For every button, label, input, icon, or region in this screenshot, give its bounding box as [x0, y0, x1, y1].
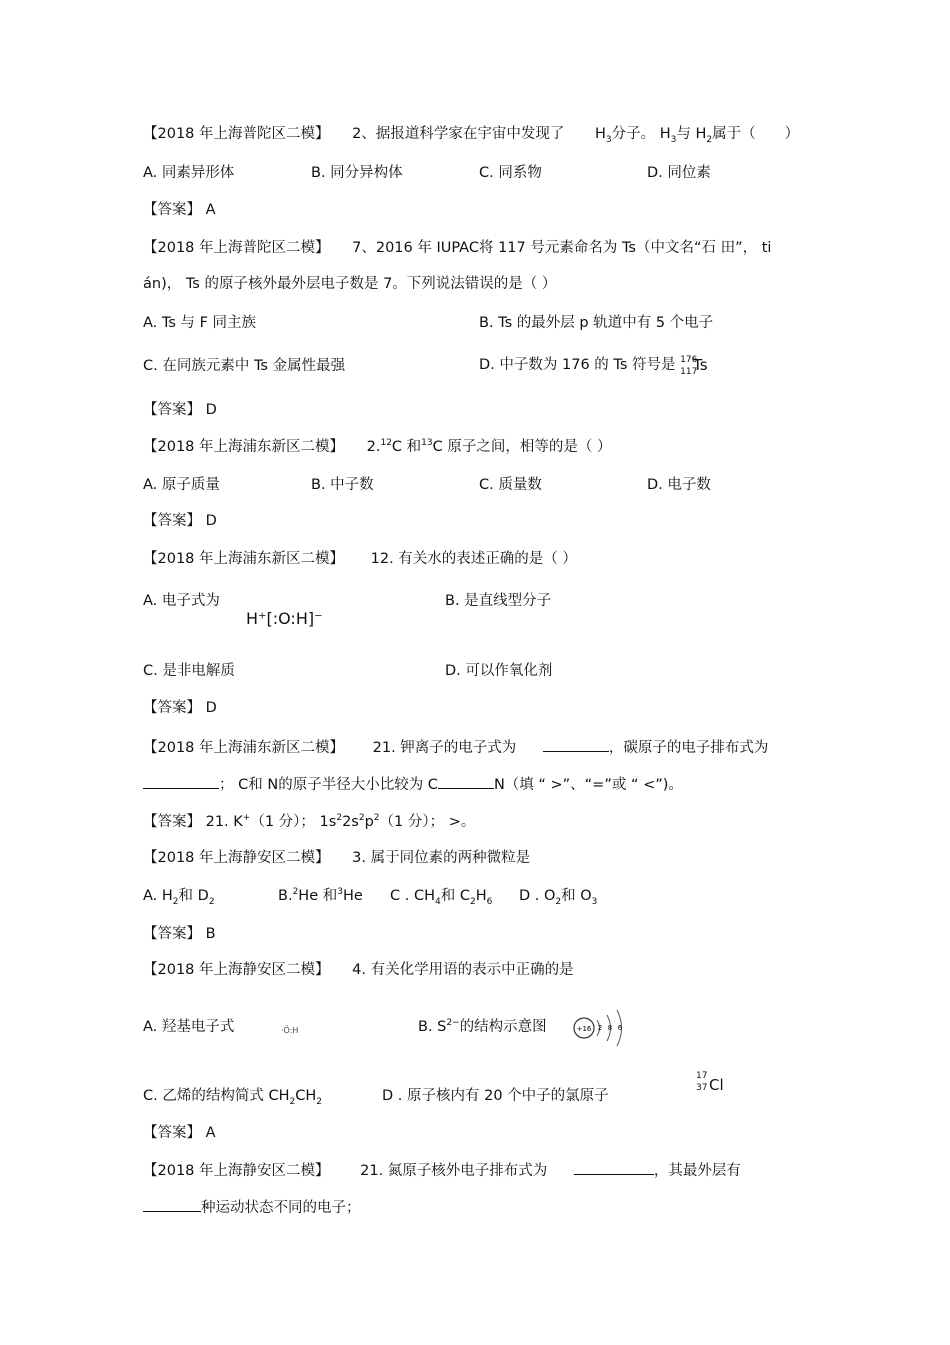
question-6-stem: 【2018 年上海静安区二模】 3. 属于同位素的两种微粒是	[143, 850, 531, 866]
answer-blank[interactable]	[143, 1197, 201, 1212]
question-source: 【2018 年上海浦东新区二模】	[143, 439, 345, 455]
isotope-symbol: 176 117 Ts	[680, 355, 708, 377]
question-source: 【2018 年上海静安区二模】	[143, 1163, 330, 1179]
option-c: C. 质量数	[479, 477, 542, 493]
option-c: C. 在同族元素中 Ts 金属性最强	[143, 358, 346, 374]
option-c: C. 乙烯的结构简式 $CH_2CH_2$	[143, 1088, 322, 1107]
option-a: A. $H_2$和 $D_2$	[143, 888, 215, 907]
shell-3-count: 6	[617, 1024, 623, 1032]
answer: 【答案】 A	[143, 202, 216, 218]
water-electron-formula: H⁺[:O:H]⁻	[246, 609, 323, 628]
option-b: B. 是直线型分子	[445, 593, 552, 609]
option-a: A. 羟基电子式	[143, 1019, 235, 1035]
shell-2-count: 8	[607, 1024, 613, 1032]
question-3-stem: 【2018 年上海浦东新区二模】 2.12C 和$^{13}$C 原子之间，相等的是（ ）	[143, 438, 612, 455]
question-1-stem: 【2018 年上海普陀区二模】 2、据报道科学家在宇宙中发现了 $H_3$分子。 $H_3$与 $H_2$属于（ ）	[143, 126, 800, 145]
isotope-symbol: 17 37 Cl	[696, 1071, 724, 1094]
option-b: B. Ts 的最外层 p 轨道中有 5 个电子	[479, 315, 714, 331]
option-d: D. 可以作氧化剂	[445, 663, 553, 679]
question-source: 【2018 年上海浦东新区二模】	[143, 740, 345, 756]
option-c: C . $CH_4$和 $C_2H_6$	[390, 888, 493, 907]
option-b: B. 同分异构体	[311, 165, 403, 181]
option-d: D. 中子数为 176 的 Ts 符号是 176 117 Ts	[479, 354, 710, 376]
option-a: A. 电子式为	[143, 593, 220, 609]
answer-blank[interactable]	[543, 737, 609, 752]
nucleus-charge: +16	[576, 1025, 592, 1033]
question-4-stem: 【2018 年上海浦东新区二模】 12. 有关水的表述正确的是（ ）	[143, 551, 577, 567]
question-source: 【2018 年上海普陀区二模】	[143, 126, 330, 142]
question-2-stem: 【2018 年上海普陀区二模】 7、2016 年 IUPAC将 117 号元素命名为 Ts（中文名“石 田”， ti	[143, 240, 772, 256]
question-5-stem: 【2018 年上海浦东新区二模】 21. 钾离子的电子式为 ，碳原子的电子排布式为	[143, 737, 768, 758]
answer: 【答案】 D	[143, 513, 217, 529]
shell-1-count: 2	[597, 1024, 603, 1032]
question-source: 【2018 年上海普陀区二模】	[143, 240, 330, 256]
question-source: 【2018 年上海浦东新区二模】	[143, 551, 345, 567]
option-d: D . $O_2$和 $O_3$	[519, 888, 598, 907]
option-a: A. 原子质量	[143, 477, 220, 493]
option-d: D. 电子数	[647, 477, 711, 493]
question-8-stem-cont: 种运动状态不同的电子；	[143, 1197, 361, 1218]
option-b: B.$^2$He 和$^3$He	[278, 887, 363, 904]
question-source: 【2018 年上海静安区二模】	[143, 962, 330, 978]
answer-blank[interactable]	[143, 774, 219, 789]
question-8-stem: 【2018 年上海静安区二模】 21. 氮原子核外电子排布式为 ，其最外层有	[143, 1160, 741, 1181]
answer-blank[interactable]	[438, 774, 494, 789]
hydroxyl-electron-formula: ·Ö:H	[281, 1026, 299, 1035]
answer: 【答案】 B	[143, 926, 216, 942]
answer: 【答案】 21. K+（1 分）； $1s^22s^2p^2(1$ 分）； >。	[143, 813, 476, 830]
answer: 【答案】 D	[143, 402, 217, 418]
answer-blank[interactable]	[574, 1160, 654, 1175]
option-d: D. 同位素	[647, 165, 711, 181]
answer: 【答案】 D	[143, 700, 217, 716]
question-2-stem-cont: án)， Ts 的原子核外最外层电子数是 7。下列说法错误的是（ ）	[143, 276, 557, 292]
question-source: 【2018 年上海静安区二模】	[143, 850, 330, 866]
option-b: B. 中子数	[311, 477, 374, 493]
option-d: D . 原子核内有 20 个中子的氯原子	[382, 1088, 609, 1104]
question-7-stem: 【2018 年上海静安区二模】 4. 有关化学用语的表示中正确的是	[143, 962, 574, 978]
option-c: C. 同系物	[479, 165, 542, 181]
option-c: C. 是非电解质	[143, 663, 235, 679]
question-5-stem-cont: ； C和 N的原子半径大小比较为 C N（填 “ >”、“=”或 “ <”)。	[143, 774, 683, 795]
answer: 【答案】 A	[143, 1125, 216, 1141]
option-b: B. $S^{2-}$的结构示意图	[418, 1018, 547, 1035]
option-a: A. Ts 与 F 同主族	[143, 315, 257, 331]
option-a: A. 同素异形体	[143, 165, 235, 181]
sulfide-ion-structure-diagram	[571, 1003, 627, 1053]
